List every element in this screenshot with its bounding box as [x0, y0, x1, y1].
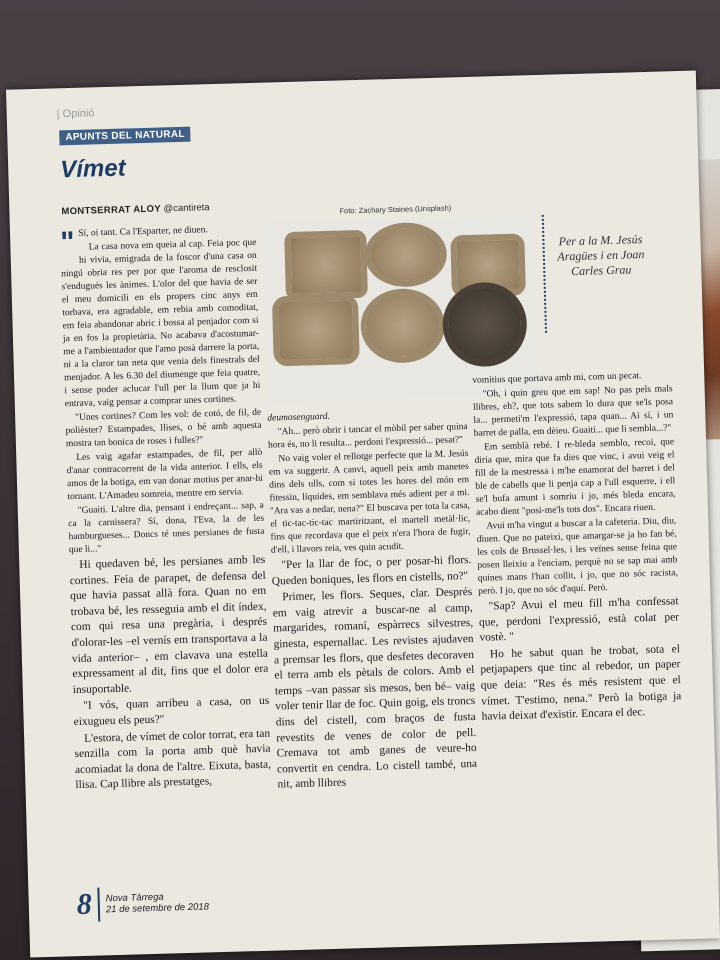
author-name: MONTSERRAT ALOY [61, 203, 162, 218]
basket-shape [442, 281, 528, 367]
section-banner: APUNTS DEL NATURAL [59, 127, 191, 146]
paragraph: "Sap? Avui el meu fill m'ha confessat que, perdoni l'expressió, està colat per vostè. " [478, 595, 680, 644]
article-title: Vímet [59, 154, 126, 184]
paragraph: vomitius que portava amb mi, com un pecat. [472, 371, 642, 386]
column-2 [267, 407, 478, 794]
footer-publication-info [99, 890, 209, 915]
section-tag: | Opinió [56, 107, 95, 121]
paragraph: "Ah... però obrir i tancar el mòbil per saber quina hora és, no li resulta... perdoni l'expressió... pesat?" [267, 422, 468, 451]
publication-date: 21 de setembre de 2018 [105, 901, 210, 916]
column-1 [60, 223, 272, 795]
page-footer [76, 884, 209, 922]
basket-shape [284, 230, 368, 300]
magazine-page [6, 71, 720, 958]
drop-cap: " [59, 225, 76, 260]
paragraph: Primer, les flors. Seques, clar. Després em vaig atrevir a buscar-ne al camp, margarides, romaní, espàrrecs silvestres, ginesta, espernallac. Les revistes ajudaven a premsar les flors, que desfetes decoraven el terra amb els pètals de colors. Amb el temps –van passar sis mesos, ben bé– vaig voler tenir llar de foc. Quin goig, els troncs dins del cistell, com braços de fusta revestits de venes de color de pell. Cremava tot amb ganes de veure-ho convertit en cendra. Lo cistell també, una nit, amb llibres [272, 586, 478, 791]
paragraph: Hi quedaven bé, les persianes amb les cortines. Feia de parapet, de defensa del que havia passat allà fora. Quan no em trobava bé, les resseguia amb el dit índex, com qui resa una pregària, i després d'olorar-les –el vernís em transportava a la vida anterior– , em clavava una estella expressament al dit, fins que el dolor era insuportable. [69, 553, 269, 696]
paragraph: No vaig voler el rellotge perfecte que la M. Jesús em va suggerir. A canvi, aquell peix amb manetes dins dels ulls, com si totes les hores del món em fitessin, líquides, em semblava més adient per a mi. "Ara vas a nedar, nena?" El buscava per tota la casa, el tic-tac-tic-tac martiritzant, el martell metàl·lic, fins que recordava que el peix n'era l'hora de fugir, d'ell, i llavors reia, ves quin acudit. [268, 449, 471, 556]
paragraph: "Per la llar de foc, o per posar-hi flors. Queden boniques, les flors en cistells, no?" [271, 553, 472, 588]
dedication: Per a la M. Jesús Aragües i en Joan Carles Grau [557, 232, 645, 279]
dedication-divider [542, 215, 547, 333]
paragraph: L'estora, de vímet de color torrat, era tan senzilla com la porta amb què havia acomiadat la dona de l'altre. Eixuta, basta, llisa. Cap llibre als prestatges, [74, 727, 272, 792]
paragraph: Em semblà rebé. I re-bleda semblo, recoi, que diria que, mira que fa dies que vinc, i avui veig el fill de la mestressa i m'he enamorat del barret i del ble de cabells que li penja cap a l'ull esquerre, i ell se'l bufa amunt i somriu i jo, més bleda encara, acabo dient "posi-me'ls tots dos". Encara riuen. [474, 437, 676, 518]
photo-credit: Foto: Zachary Staines (Unsplash) [339, 203, 452, 216]
basket-shape [364, 222, 448, 288]
paragraph: "I vós, quan arribeu a casa, on us eixugueu els peus?" [73, 695, 270, 729]
paragraph: Les vaig agafar estampades, de fil, per allò d'anar contracorrent de la vida anterior. I ells, els amos de la botiga, em van donar motius per anar-hi tornant. L'Amadeu somreia, mentre em servia. [66, 447, 264, 503]
author-byline [61, 201, 251, 217]
paragraph: " Sí, oi tant. Ca l'Esparter, ne diuen. [59, 225, 208, 260]
paragraph: "Guaiti. L'altre dia, pensant i endreçant... sap, a ca la carnissera? Sí, dona, l'Eva, la de les hamburgueses... Doncs té unes persianes de fusta que li..." [68, 500, 265, 556]
paragraph: Avui m'ha vingut a buscar a la cafeteria. Diu, diu, diuen. Que no pateixi, que amargar-se ja ho fan bé, les cols de Brussel·les, i les veïnes sense feina que posen lleixiu a l'enciam, perquè no se sap mai amb quines mans l'han collit, i jo, que no sóc racista, però. I jo, que no sóc d'aquí. Però. [476, 516, 678, 597]
page-number: 8 [76, 888, 100, 923]
basket-shape [360, 288, 446, 364]
paragraph: Ho he sabut quan he trobat, sota el petjapapers que tinc al rebedor, un paper que deia: "Res és més resistent que el vímet. T'estimo, nena." Però la botiga ja havia deixat d'existir. Encara el dec. [480, 642, 682, 723]
paragraph: deumosenguard. [267, 411, 331, 424]
paragraph: "Unes cortines? Com les vol: de cotó, de fil, de polièster? Estampades, llises, o bé amb aquesta mostra tan bonica de roses i fulles?" [65, 407, 262, 450]
paragraph: "Oh, i quin greu que em sap! No pas pels mals llibres, eh?, que tots sabem lo dura que se'ls posa la... permeti'm l'expressió, tapa quan... Ai sí, i un barret de palla, em dèieu. Guaiti... que li sembla...?" [472, 384, 674, 439]
paragraph: La casa nova em queia al cap. Feia poc que hi vivia, emigrada de la foscor d'una casa on ningú obria res per por que l'aroma de resclosit s'endugués les ànimes. L'olor del que havia de ser el meu domicili en els propers cinc anys em torbava, era agradable, em rebia amb comoditat, em feia abandonar abric i bossa al penjador com si ja en fos la propietària. No acabava d'acostumar-me a l'ambientador que l'amo posà darrere la porta, ni a la claror tan neta que venia dels finestrals del menjador. A les 6.30 del diumenge que feia quatre, i sense poder aclucar l'ull per la llum que ja hi entrava, vaig pensar a comprar unes cortines. [61, 237, 261, 410]
basket-shape [272, 294, 360, 366]
author-handle: @cantireta [163, 202, 210, 215]
column-3 [472, 369, 682, 726]
publication-name: Nova Tàrrega [105, 891, 164, 905]
